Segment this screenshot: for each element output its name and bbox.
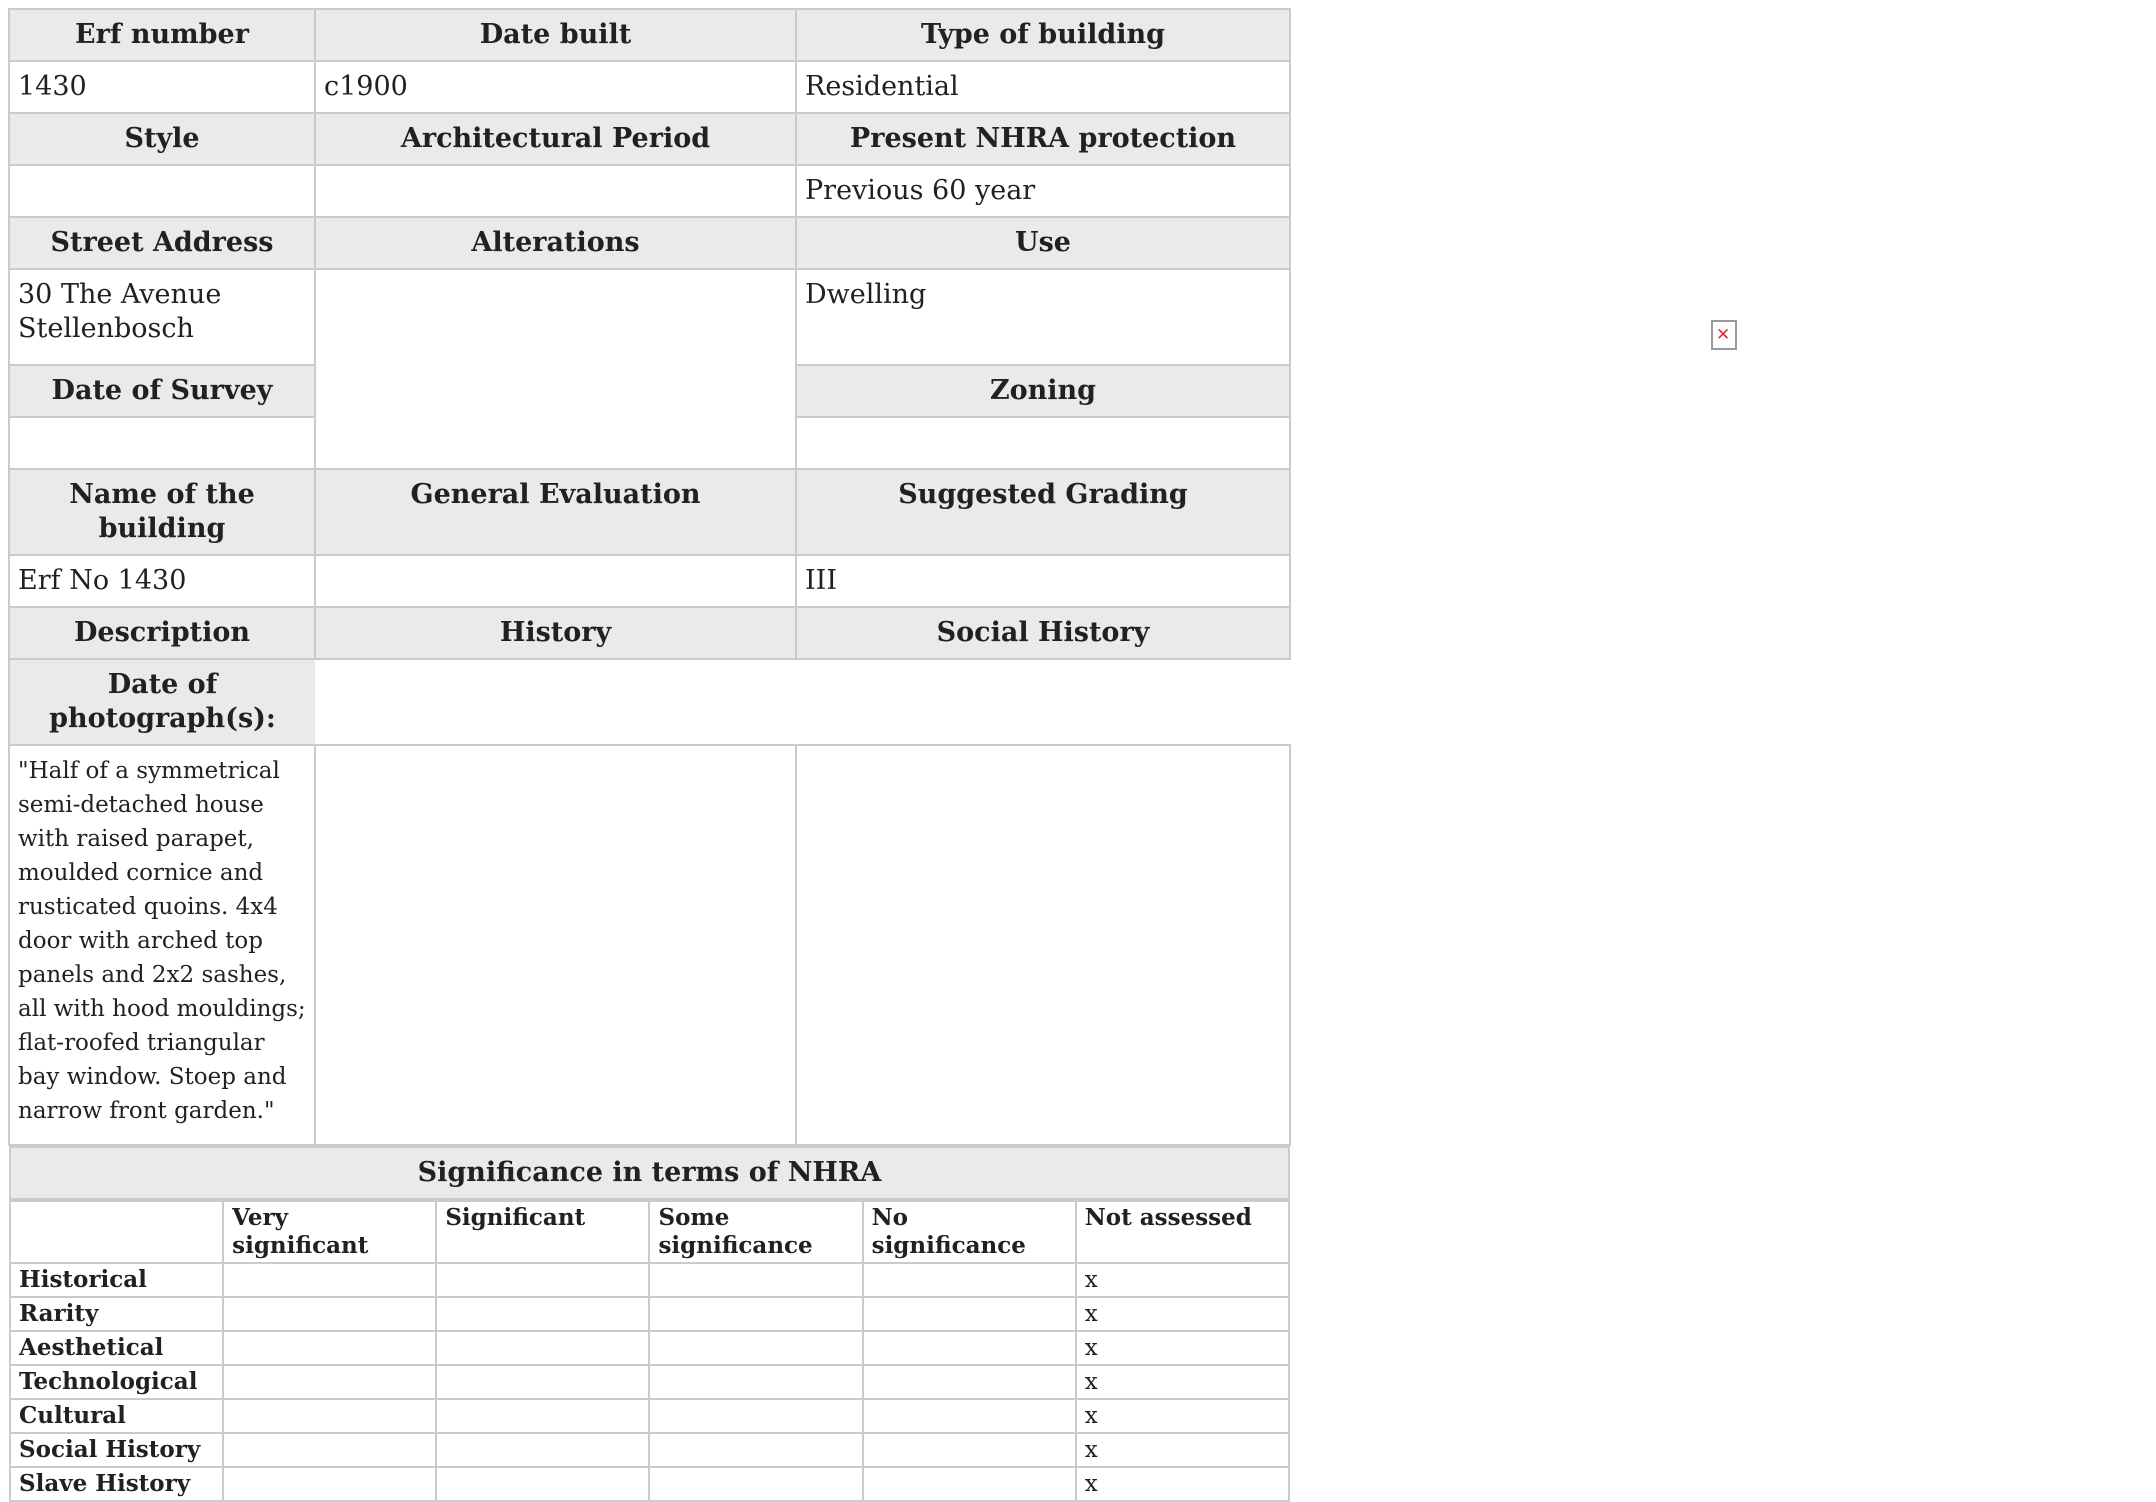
significance-title: Significance in terms of NHRA [9,1146,1290,1200]
architectural-period-header: Architectural Period [315,113,796,165]
date-built-value: c1900 [315,61,796,113]
use-value: Dwelling [796,269,1290,365]
significance-cell: x [1076,1399,1289,1433]
significance-row [10,1263,1289,1297]
zoning-header: Zoning [796,365,1290,417]
significance-row [10,1365,1289,1399]
general-evaluation-value [315,555,796,607]
erf-number-value: 1430 [9,61,315,113]
significance-cell [863,1399,1076,1433]
significance-cell [649,1399,862,1433]
date-of-photographs-header: Date of photograph(s): [9,659,315,745]
erf-number-header: Erf number [9,9,315,61]
street-address-line1: 30 The Avenue [18,279,222,310]
significance-cell [863,1297,1076,1331]
significance-row-label: Social History [10,1433,223,1467]
significance-section [9,1145,1290,1502]
use-header: Use [796,217,1290,269]
broken-image-icon [1711,320,1737,350]
description-header: Description [9,607,315,659]
architectural-period-value [315,165,796,217]
significance-cell [649,1467,862,1501]
significance-header-row [10,1201,1289,1263]
significance-row-label: Historical [10,1263,223,1297]
street-address-line2: Stellenbosch [18,313,194,344]
date-built-header: Date built [315,9,796,61]
significance-cell: x [1076,1331,1289,1365]
significance-table [9,1200,1290,1502]
general-evaluation-header: General Evaluation [315,469,796,555]
significance-column-header: Some significance [649,1201,862,1263]
significance-cell [223,1433,436,1467]
street-address-value [9,269,315,365]
significance-row [10,1399,1289,1433]
significance-cell [436,1263,649,1297]
significance-row-label: Cultural [10,1399,223,1433]
history-value [315,745,796,1145]
significance-cell [436,1433,649,1467]
photo-cell [1290,9,2156,659]
significance-cell: x [1076,1297,1289,1331]
significance-cell [863,1467,1076,1501]
social-history-value [796,745,1290,1145]
significance-cell [436,1331,649,1365]
social-history-header: Social History [796,607,1290,659]
significance-row-label: Technological [10,1365,223,1399]
significance-cell [436,1399,649,1433]
suggested-grading-value: III [796,555,1290,607]
significance-cell [436,1365,649,1399]
significance-cell: x [1076,1365,1289,1399]
history-header: History [315,607,796,659]
significance-cell [223,1331,436,1365]
description-value: "Half of a symmetrical semi-detached house with raised parapet, moulded cornice and rusticated quoins. 4x4 door with arched top panels and 2x2 sashes, all with hood mouldings; flat-roofed triangular bay window. Stoep and narrow front garden." [9,745,315,1145]
significance-row [10,1433,1289,1467]
significance-cell [863,1433,1076,1467]
suggested-grading-header: Suggested Grading [796,469,1290,555]
alterations-header: Alterations [315,217,796,269]
significance-cell [649,1297,862,1331]
alterations-value [315,269,796,469]
name-of-building-header: Name of the building [9,469,315,555]
date-of-survey-value [9,417,315,469]
significance-cell [223,1399,436,1433]
significance-cell [649,1365,862,1399]
significance-column-header: Significant [436,1201,649,1263]
significance-row [10,1297,1289,1331]
present-nhra-protection-header: Present NHRA protection [796,113,1290,165]
significance-cell [863,1331,1076,1365]
significance-cell [649,1433,862,1467]
significance-column-header: No significance [863,1201,1076,1263]
present-nhra-protection-value: Previous 60 year [796,165,1290,217]
significance-cell: x [1076,1263,1289,1297]
name-of-building-value: Erf No 1430 [9,555,315,607]
significance-cell [223,1297,436,1331]
photo-date-area [1290,745,2156,1502]
significance-cell [223,1263,436,1297]
type-of-building-value: Residential [796,61,1290,113]
zoning-value [796,417,1290,469]
significance-cell [649,1331,862,1365]
significance-row-label: Aesthetical [10,1331,223,1365]
significance-cell [436,1297,649,1331]
date-of-survey-header: Date of Survey [9,365,315,417]
style-header: Style [9,113,315,165]
significance-cell: x [1076,1433,1289,1467]
significance-column-header: Very significant [223,1201,436,1263]
significance-column-header [10,1201,223,1263]
heritage-record-table [8,8,2156,1502]
significance-cell [649,1263,862,1297]
significance-cell [863,1365,1076,1399]
significance-cell: x [1076,1467,1289,1501]
significance-cell [436,1467,649,1501]
significance-row-label: Rarity [10,1297,223,1331]
significance-column-header: Not assessed [1076,1201,1289,1263]
significance-cell [223,1467,436,1501]
significance-cell [863,1263,1076,1297]
significance-cell [223,1365,436,1399]
significance-row [10,1331,1289,1365]
significance-row-label: Slave History [10,1467,223,1501]
street-address-header: Street Address [9,217,315,269]
significance-row [10,1467,1289,1501]
type-of-building-header: Type of building [796,9,1290,61]
style-value [9,165,315,217]
